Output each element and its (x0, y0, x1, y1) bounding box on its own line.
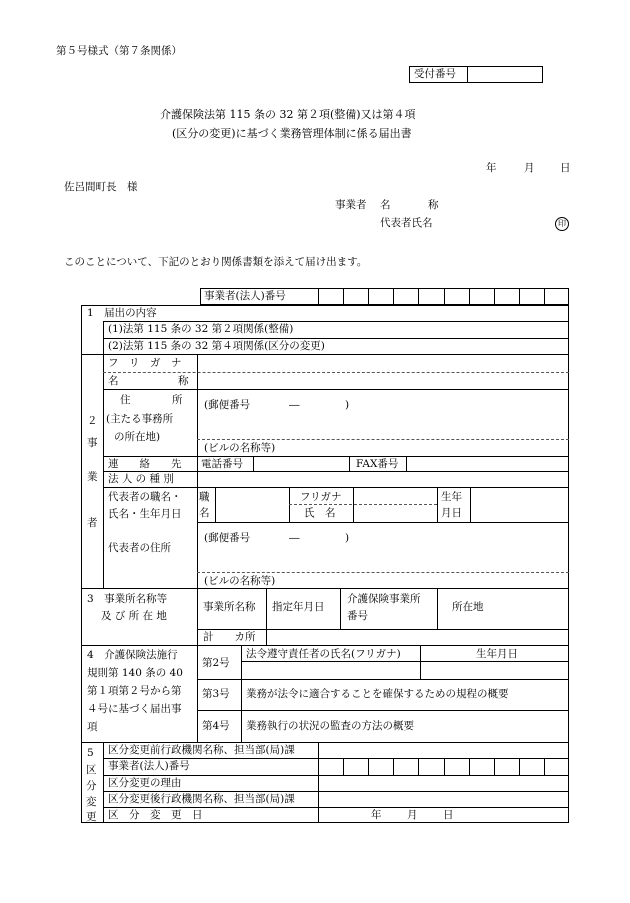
s2-shoku-label: 職 (199, 491, 210, 503)
digit-cell-divider (368, 288, 369, 305)
s2-address-label-2: 所 (172, 394, 183, 406)
digit-cell-divider (393, 288, 394, 305)
s5-number: 5 (87, 747, 94, 759)
s2-rep-address-field[interactable] (198, 523, 568, 571)
s5-row-change-date: 区 分 変 更 日 (108, 809, 203, 821)
applicant-name-label-1: 名 (380, 199, 391, 211)
s2-rep-postal-dash: ― (289, 532, 300, 544)
s5-vertical-3: 変 (86, 796, 97, 808)
s2-rep-postal-close: ) (345, 532, 350, 544)
s4-label-1: 4 介護保険法施行 (87, 649, 178, 661)
s2-rep-name-label: 氏 名 (304, 507, 336, 519)
s5-year-label: 年 (371, 809, 382, 821)
s2-rep-title-label-2: 氏名・生年月日 (108, 508, 182, 520)
s2-rep-name-field[interactable] (354, 505, 436, 521)
s2-rep-title-field[interactable] (216, 488, 288, 521)
applicant-name-label-2: 称 (428, 199, 439, 211)
s2-name-label-1: 名 (108, 375, 119, 387)
s3-total-label: 計 カ所 (203, 631, 256, 643)
s2-vertical-3: 者 (87, 517, 98, 529)
s5-vertical-1: 区 (86, 764, 97, 776)
s2-vertical-2: 業 (87, 471, 98, 483)
representative-name-label: 代表者氏名 (380, 217, 433, 229)
s2-rep-building-label: (ビルの名称等) (204, 575, 276, 587)
s5-reason-field[interactable] (319, 776, 568, 790)
digit-cell-divider (544, 758, 545, 775)
s2-fax-label: FAX番号 (356, 458, 399, 470)
s2-building-label: (ビルの名称等) (204, 442, 276, 454)
date-month-label: 月 (524, 162, 535, 174)
s5-after-agency-field[interactable] (319, 792, 568, 806)
s5-row-corp-number: 事業者(法人)番号 (108, 760, 190, 772)
form-id: 第５号様式（第７条関係） (56, 45, 182, 57)
s2-tel-label: 電話番号 (201, 458, 243, 470)
s5-vertical-2: 分 (86, 780, 97, 792)
seal-icon: 印 (555, 217, 569, 231)
corp-number-label: 事業者(法人)番号 (204, 290, 286, 302)
s4-officer-birth-field[interactable] (421, 662, 568, 678)
s2-address-label-3: (主たる事務所 (106, 413, 174, 425)
s4-item4-number: 第4号 (202, 720, 230, 732)
s1-option-1[interactable]: (1)法第 115 条の 32 第２項関係(整備) (108, 323, 294, 335)
s2-name-label-2: 称 (178, 375, 189, 387)
digit-cell-divider (418, 288, 419, 305)
digit-cell-divider (418, 758, 419, 775)
digit-cell-divider (444, 288, 445, 305)
s3-label-2: 及 び 所 在 地 (101, 610, 167, 622)
digit-cell-divider (343, 288, 344, 305)
digit-cell-divider (494, 288, 495, 305)
s4-label-2: 規則第 140 条の 40 (87, 667, 183, 679)
receipt-number-label: 受付番号 (414, 68, 456, 80)
s4-item3-number: 第3号 (202, 688, 230, 700)
s2-postal-close: ) (345, 399, 350, 411)
s4-item2-number: 第2号 (202, 657, 230, 669)
s3-total-field[interactable] (267, 630, 568, 644)
digit-cell-divider (469, 288, 470, 305)
s4-item3-text: 業務が法令に適合することを確保するための規程の概要 (246, 688, 509, 700)
s3-col-facility-name: 事業所名称 (203, 601, 256, 613)
title-line-1: 介護保険法第 115 条の 32 第２項(整備)又は第４項 (160, 108, 416, 121)
s2-name-field[interactable] (198, 373, 568, 388)
digit-cell-divider (393, 758, 394, 775)
s5-before-agency-field[interactable] (319, 743, 568, 757)
addressee: 佐呂間町長 様 (64, 181, 138, 193)
s2-rep-furigana-label: フリガナ (300, 491, 342, 503)
s5-row-after-agency: 区分変更後行政機関名称、担当部(局)課 (108, 793, 295, 805)
s3-col-location: 所在地 (452, 601, 484, 613)
digit-cell-divider (469, 758, 470, 775)
s2-postal-dash: ― (289, 399, 300, 411)
s1-label: 1 届出の内容 (87, 307, 157, 319)
intro-text: このことについて、下記のとおり関係書類を添えて届け出ます。 (64, 256, 368, 268)
date-year-label: 年 (486, 162, 497, 174)
s4-label-4: ４号に基づく届出事 (87, 703, 182, 715)
s4-label-3: 第１項第２号から第 (87, 685, 182, 697)
s2-rep-furigana-field[interactable] (354, 488, 436, 503)
digit-cell-divider (519, 288, 520, 305)
s2-contact-label: 連 絡 先 (108, 458, 182, 470)
s5-month-label: 月 (407, 809, 418, 821)
s2-birth-label-2: 月日 (441, 507, 462, 519)
s5-vertical-4: 更 (86, 811, 97, 823)
receipt-number-field[interactable] (468, 67, 542, 82)
s2-birth-label-1: 生年 (441, 491, 462, 503)
s2-birth-field[interactable] (471, 488, 568, 521)
s2-vertical-1: 事 (87, 437, 98, 449)
digit-cell-divider (494, 758, 495, 775)
s2-furigana-field[interactable] (198, 355, 568, 371)
s2-address-label-4: の所在地) (114, 431, 161, 443)
title-line-2: (区分の変更)に基づく業務管理体制に係る届出書 (172, 127, 412, 140)
digit-cell-divider (343, 758, 344, 775)
s5-row-reason: 区分変更の理由 (108, 777, 182, 789)
s4-item4-text: 業務執行の状況の監査の方法の概要 (246, 720, 414, 732)
s1-option-2[interactable]: (2)法第 115 条の 32 第４項関係(区分の変更) (108, 340, 325, 352)
applicant-label: 事業者 (335, 199, 367, 211)
s2-number: ２ (87, 415, 98, 427)
s2-address-field[interactable] (198, 390, 568, 438)
digit-cell-divider (444, 758, 445, 775)
s3-col-facility-number-1: 介護保険事業所 (347, 593, 421, 605)
s3-col-designation-date: 指定年月日 (272, 601, 325, 613)
s4-label-5: 項 (87, 721, 98, 733)
s2-tel-field[interactable] (254, 457, 348, 470)
s4-item2-text: 法令遵守責任者の氏名(フリガナ) (246, 648, 401, 660)
s2-furigana-label: フ リ ガ ナ (108, 357, 182, 369)
s2-mei-label: 名 (199, 507, 210, 519)
digit-cell-divider (519, 758, 520, 775)
s2-rep-title-label-1: 代表者の職名・ (108, 491, 182, 503)
s4-officer-name-field[interactable] (242, 662, 419, 678)
s2-rep-address-label: 代表者の住所 (108, 542, 171, 554)
s2-rep-postal-label: (郵便番号 (204, 532, 251, 544)
s3-col-facility-number-2: 番号 (347, 610, 368, 622)
digit-cell-divider (544, 288, 545, 305)
digit-cell-divider (368, 758, 369, 775)
s2-corp-type-label: 法 人 の 種 別 (108, 473, 174, 485)
s4-item2-birth-label: 生年月日 (476, 648, 518, 660)
date-day-label: 日 (560, 162, 571, 174)
s2-fax-field[interactable] (407, 457, 568, 470)
s2-postal-label: (郵便番号 (204, 399, 251, 411)
s3-label-1: 3 事業所名称等 (87, 593, 168, 605)
s2-address-label-1: 住 (120, 394, 131, 406)
s5-day-label: 日 (443, 809, 454, 821)
s2-corp-type-field[interactable] (198, 472, 568, 486)
s5-row-before-agency: 区分変更前行政機関名称、担当部(局)課 (108, 744, 295, 756)
